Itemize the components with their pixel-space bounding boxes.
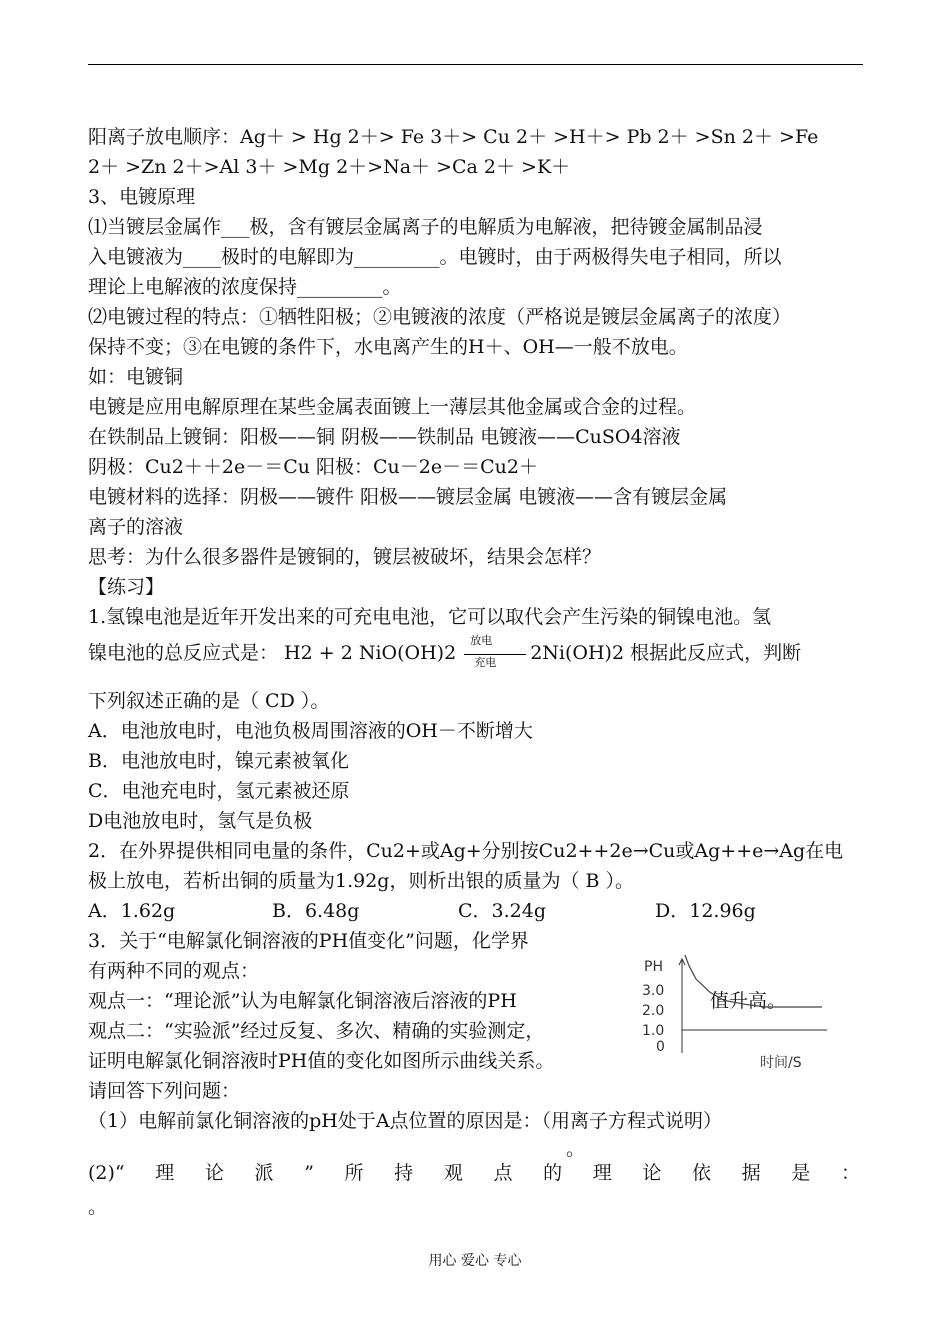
text-line: 观点二：“实验派”经过反复、多次、精确的实验测定，: [88, 1020, 545, 1042]
option-c: C．3.24g: [458, 900, 547, 922]
spread-char: ”: [304, 1162, 314, 1184]
text-line: 观点一：“理论派”认为电解氯化铜溶液后溶液的PH: [88, 990, 517, 1012]
spread-char: 的: [543, 1162, 563, 1184]
question-line-spread: [88, 1160, 860, 1186]
header-rule: [88, 64, 863, 65]
text-line: 理论上电解液的浓度保持_________。: [88, 276, 402, 298]
option-a: A．1.62g: [88, 900, 176, 922]
spread-char: 据: [741, 1162, 761, 1184]
text-line: 有两种不同的观点：: [88, 960, 260, 982]
spread-char: 理: [155, 1162, 175, 1184]
spread-char: 观: [443, 1162, 463, 1184]
footer-text: 用心 爱心 专心: [428, 1253, 522, 1269]
text-line: 电镀是应用电解原理在某些金属表面镀上一薄层其他金属或合金的过程。: [88, 396, 697, 418]
spread-char: 持: [394, 1162, 414, 1184]
chart-plot: [642, 955, 827, 1071]
text-line: 极上放电，若析出铜的质量为1.92g，则析出银的质量为（ B ）。: [88, 870, 635, 892]
text-line: 2＋ >Zn 2＋>Al 3＋ >Mg 2＋>Na＋ >Ca 2＋ >K＋: [88, 156, 571, 178]
arrow-bottom-label: 充电: [474, 656, 497, 669]
equation-left: 镍电池的总反应式是： H2 + 2 NiO(OH)2: [88, 642, 463, 664]
spread-char: 所: [344, 1162, 364, 1184]
answer-blank-end: 。: [88, 1196, 108, 1218]
option-line: A．电池放电时，电池负极周围溶液的OH－不断增大: [88, 720, 533, 742]
equation-right: 2Ni(OH)2 根据此反应式，判断: [530, 642, 802, 664]
spread-char: (2)“: [88, 1162, 125, 1184]
option-line: D电池放电时，氢气是负极: [88, 810, 313, 832]
option-line: C．电池充电时，氢元素被还原: [88, 780, 350, 802]
reversible-arrow: [464, 634, 528, 669]
practice-heading: 【练习】: [88, 576, 165, 598]
text-line: 阳离子放电顺序：Ag＋ > Hg 2＋> Fe 3＋> Cu 2＋ >H＋> Pb 2＋ >Sn 2＋ >Fe: [88, 126, 819, 148]
text-line: 1.氢镍电池是近年开发出来的可充电电池，它可以取代会产生污染的铜镍电池。氢: [88, 606, 772, 628]
option-b: B．6.48g: [272, 900, 360, 922]
y-tick-label: 1.0: [642, 1023, 665, 1039]
question-line: （1）电解前氯化铜溶液的pH处于A点位置的原因是：（用离子方程式说明）: [88, 1110, 723, 1132]
spread-char: ：: [840, 1162, 860, 1184]
option-line: B．电池放电时，镍元素被氧化: [88, 750, 349, 772]
spread-char: 论: [204, 1162, 224, 1184]
text-line: 下列叙述正确的是（ CD ）。: [88, 690, 330, 712]
text-line: 在铁制品上镀铜：阳极——铜 阴极——铁制品 电镀液——CuSO4溶液: [88, 426, 681, 448]
text-line: 思考：为什么很多器件是镀铜的，镀层被破坏，结果会怎样？: [88, 546, 602, 568]
text-line: ⑵电镀过程的特点：①牺牲阳极；②电镀液的浓度（严格说是镀层金属离子的浓度）: [88, 306, 792, 328]
text-line: 入电镀液为____极时的电解即为_________。电镀时，由于两极得失电子相同，所以: [88, 246, 782, 268]
arrow-bar: [464, 654, 526, 655]
text-line: 请回答下列问题：: [88, 1080, 241, 1102]
ph-curve: [682, 955, 822, 1007]
text-line: 如：电镀铜: [88, 366, 184, 388]
ph-chart: [640, 955, 830, 1075]
text-line: 阴极：Cu2＋＋2e－＝Cu 阳极：Cu－2e－＝Cu2＋: [88, 456, 538, 478]
text-line-continuation: 值升高。: [710, 990, 787, 1012]
text-line: 3．关于“电解氯化铜溶液的PH值变化”问题，化学界: [88, 930, 529, 952]
text-line: 保持不变；③在电镀的条件下，水电离产生的H＋、OH—一般不放电。: [88, 336, 688, 358]
spread-char: 派: [254, 1162, 274, 1184]
text-line: 2．在外界提供相同电量的条件，Cu2+或Ag+分别按Cu2++2e→Cu或Ag++e→Ag在电: [88, 840, 844, 862]
y-tick-label: 3.0: [642, 983, 665, 999]
arrow-top-label: 放电: [470, 634, 493, 647]
equation-line: [88, 634, 802, 669]
text-line: 证明电解氯化铜溶液时PH值的变化如图所示曲线关系。: [88, 1050, 555, 1072]
text-line: 电镀材料的选择：阴极——镀件 阳极——镀层金属 电镀液——含有镀层金属: [88, 486, 728, 508]
spread-char: 依: [692, 1162, 712, 1184]
spread-char: 理: [592, 1162, 612, 1184]
y-tick-label: 2.0: [642, 1003, 665, 1019]
y-tick-label: 0: [656, 1039, 665, 1055]
y-axis-label: PH: [644, 959, 663, 975]
option-d: D．12.96g: [655, 900, 756, 922]
answer-blank-end: 。: [566, 1138, 586, 1160]
spread-char: 点: [493, 1162, 513, 1184]
spread-char: 论: [642, 1162, 662, 1184]
section-heading: 3、电镀原理: [88, 186, 196, 208]
text-line: ⑴当镀层金属作___极，含有镀层金属离子的电解质为电解液，把待镀金属制品浸: [88, 216, 763, 238]
spread-char: 是: [791, 1162, 811, 1184]
text-line: 离子的溶液: [88, 516, 184, 538]
x-axis-label: 时间/S: [760, 1055, 802, 1071]
